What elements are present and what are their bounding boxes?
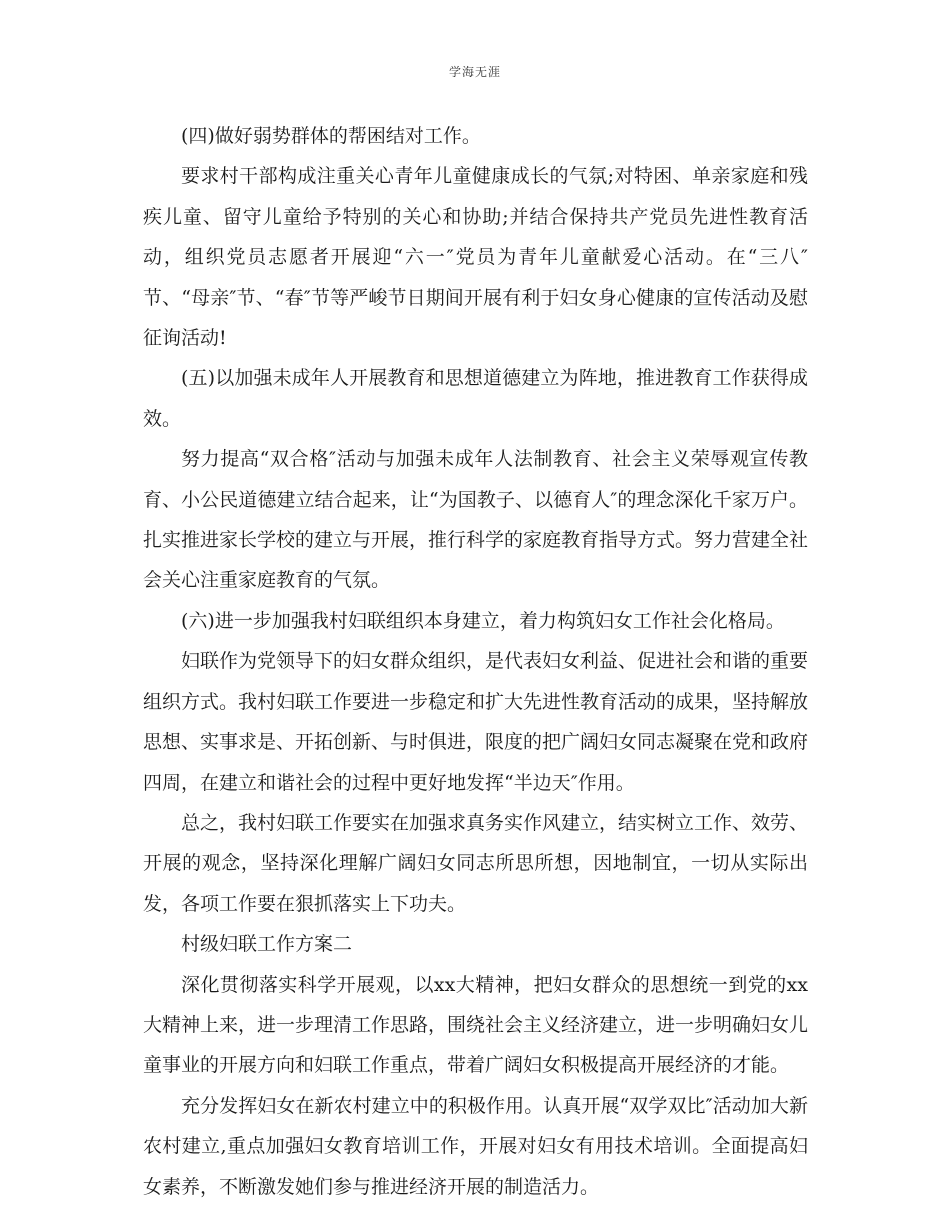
plan-two-paragraph-2: 充分发挥妇女在新农村建立中的积极作用。认真开展“双学双比″活动加大新农村建立,重点加强妇女教育培训工作，开展对妇女有用技术培训。全面提高妇女素养，不断激发她们参与推进经济开展的制造活力。 — [143, 1094, 808, 1198]
page-header: 学海无涯 — [448, 65, 501, 79]
paragraph-section-4-heading: (四)做好弱势群体的帮困结对工作。 — [181, 125, 481, 147]
paragraph-section-4-body: 要求村干部构成注重关心青年儿童健康成长的气氛;对特困、单亲家庭和残疾儿童、留守儿童给予特别的关心和协助;并结合保持共产党员先进性教育活动，组织党员志愿者开展迎“六一″党员为青年儿童献爱心活动。在“三八″节、“母亲″节、“春″节等严峻节日期间开展有利于妇女身心健康的宣传活动及慰征询活动! — [143, 165, 808, 350]
paragraph-summary: 总之，我村妇联工作要实在加强求真务实作风建立，结实树立工作、效劳、开展的观念，坚持深化理解广阔妇女同志所思所想，因地制宜，一切从实际出发，各项工作要在狠抓落实上下功夫。 — [143, 811, 809, 915]
paragraph-section-5-body: 努力提高“双合格″活动与加强未成年人法制教育、社会主义荣辱观宣传教育、小公民道德建立结合起来，让“为国教子、以德育人″的理念深化千家万户。扎实推进家长学校的建立与开展，推行科学的家庭教育指导方式。努力营建全社会关心注重家庭教育的气氛。 — [143, 448, 809, 592]
paragraph-section-5-heading: (五)以加强未成年人开展教育和思想道德建立为阵地，推进教育工作获得成效。 — [143, 367, 808, 430]
paragraph-section-6-heading: (六)进一步加强我村妇联组织本身建立，着力构筑妇女工作社会化格局。 — [181, 609, 785, 632]
plan-two-title: 村级妇联工作方案二 — [181, 933, 353, 956]
plan-two-paragraph-1: 深化贯彻落实科学开展观，以xx大精神，把妇女群众的思想统一到党的xx大精神上来，进一步理清工作思路，围绕社会主义经济建立，进一步明确妇女儿童事业的开展方向和妇联工作重点，带着广阔妇女积极提高开展经济的才能。 — [143, 973, 809, 1077]
paragraph-section-6-body: 妇联作为党领导下的妇女群众组织，是代表妇女利益、促进社会和谐的重要组织方式。我村妇联工作要进一步稳定和扩大先进性教育活动的成果，坚持解放思想、实事求是、开拓创新、与时俱进，限度的把广阔妇女同志凝聚在党和政府四周，在建立和谐社会的过程中更好地发挥“半边天″作用。 — [143, 650, 809, 794]
document-body — [143, 116, 808, 1207]
